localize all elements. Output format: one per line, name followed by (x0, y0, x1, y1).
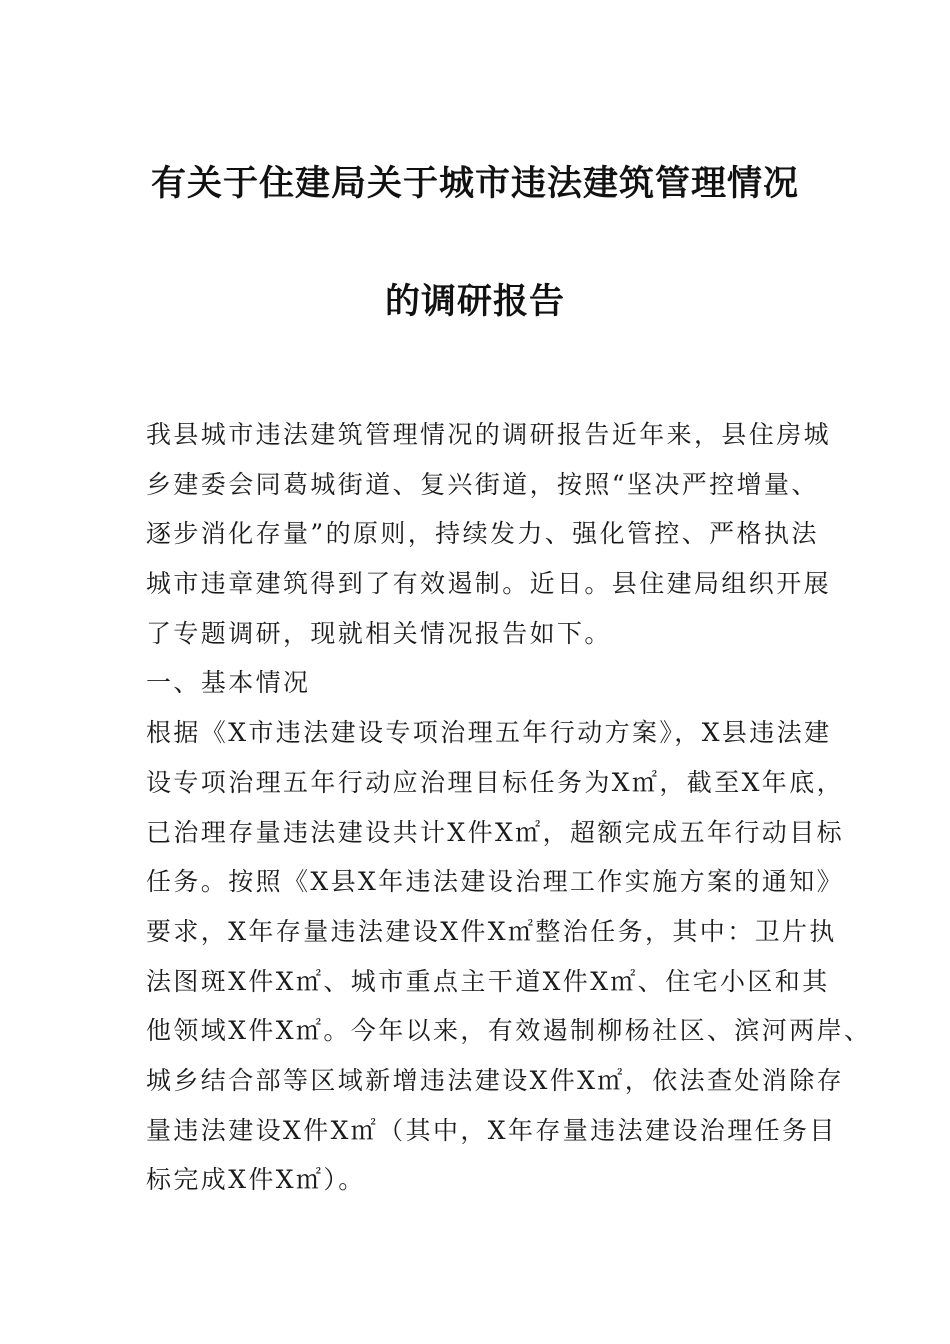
document-title-line-2: 的调研报告 (384, 282, 565, 322)
body-line: 标完成X件X㎡）。 (146, 1165, 366, 1195)
body-line: 逐步消化存量”的原则，持续发力、强化管控、严格执法 (146, 519, 819, 549)
body-line: 设专项治理五年行动应治理目标任务为X㎡，截至X年底， (146, 767, 844, 797)
document-body (146, 410, 872, 1205)
body-line: 法图斑X件X㎡、城市重点主干道X件X㎡、住宅小区和其 (146, 966, 830, 996)
body-line: 他领域X件X㎡。今年以来，有效遏制柳杨社区、滨河两岸、 (146, 1016, 872, 1046)
body-line: 乡建委会同葛城街道、复兴街道，按照“坚决严控增量、 (146, 469, 819, 499)
body-line: 任务。按照《X县X年违法建设治理工作实施方案的通知》 (146, 867, 844, 897)
document-title-line-1: 有关于住建局关于城市违法建筑管理情况 (150, 164, 799, 204)
body-line: 根据《X市违法建设专项治理五年行动方案》，X县违法建 (146, 718, 832, 748)
body-line: 量违法建设X件X㎡（其中，X年存量违法建设治理任务目 (146, 1115, 837, 1145)
body-line: 已治理存量违法建设共计X件X㎡，超额完成五年行动目标 (146, 817, 844, 847)
body-line: 城市违章建筑得到了有效遏制。近日。县住建局组织开展 (146, 569, 832, 599)
body-line: 了专题调研，现就相关情况报告如下。 (146, 618, 612, 648)
body-line: 我县城市违法建筑管理情况的调研报告近年来，县住房城 (146, 420, 832, 449)
body-line: 要求，X年存量违法建设X件X㎡整治任务，其中：卫片执 (146, 916, 837, 946)
section-heading: 一、基本情况 (146, 668, 311, 698)
body-line: 城乡结合部等区域新增违法建设X件X㎡，依法查处消除存 (146, 1065, 844, 1095)
